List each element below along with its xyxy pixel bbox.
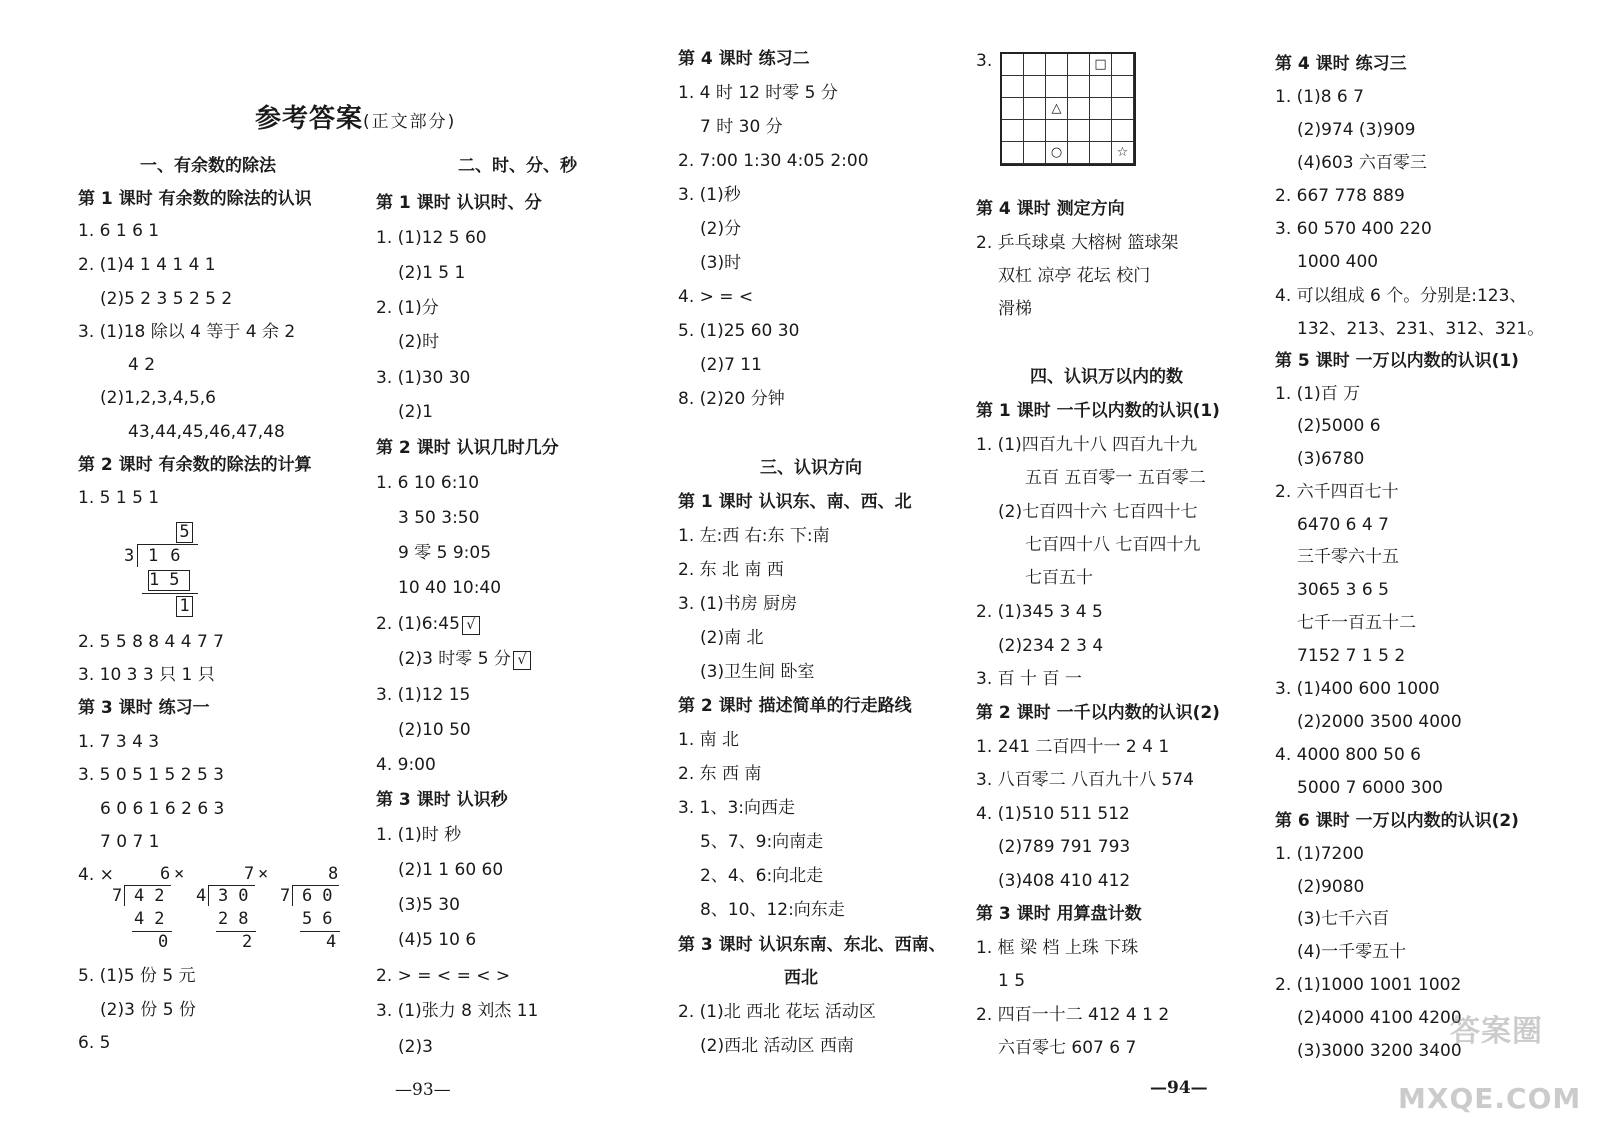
position-grid (1000, 52, 1136, 166)
dividend: 30 (218, 886, 259, 906)
lesson-heading: 第 6 课时 一万以内数的认识(2) (1275, 811, 1519, 831)
answer-line (398, 648, 531, 670)
answer-line: 七千一百五十二 (1297, 613, 1416, 633)
answer-line: 8、10、12:向东走 (700, 900, 845, 920)
answer-line: (2)1 (398, 402, 433, 422)
remainder: 0 (158, 932, 169, 952)
lesson-heading: 第 1 课时 有余数的除法的认识 (78, 189, 312, 209)
lesson-heading: 第 2 课时 认识几时几分 (376, 438, 559, 458)
watermark-bottom: MXQE.COM (1398, 1082, 1582, 1115)
answer-line: 5000 7 6000 300 (1297, 778, 1444, 798)
product: 56 (302, 909, 343, 929)
answer-line: 3. (1)书房 厨房 (678, 594, 798, 614)
square-icon: □ (1090, 54, 1112, 76)
answer-line: 3. 八百零二 八百九十八 574 (976, 770, 1194, 790)
lesson-heading: 西北 (784, 968, 818, 988)
checkmark-icon: √ (462, 616, 480, 635)
answer-line: 7 时 30 分 (700, 117, 783, 137)
answer-line: (3)时 (700, 253, 742, 273)
star-icon: ☆ (1112, 142, 1134, 164)
product-box (148, 570, 190, 591)
answer-line: 2. (1)4 1 4 1 4 1 (78, 255, 216, 275)
answer-line: 4. 可以组成 6 个。分别是:123、 (1275, 286, 1527, 306)
watermark-top: 答案圈 (1450, 1014, 1543, 1049)
lesson-heading: 第 3 课时 用算盘计数 (976, 904, 1142, 924)
answer-line: 1. 南 北 (678, 730, 740, 750)
dividend: 16 (148, 546, 193, 566)
lesson-heading: 第 3 课时 认识东南、东北、西南、 (678, 935, 946, 955)
answer-line: (2)5000 6 (1297, 416, 1381, 436)
answer-line: 滑梯 (998, 299, 1032, 319)
correction-mark: × (174, 864, 185, 884)
answer-line: 3. (1)秒 (678, 185, 741, 205)
answer-line: 1. 4 时 12 时零 5 分 (678, 83, 838, 103)
answer-line: 1. 7 3 4 3 (78, 732, 160, 752)
answer-line: 1. (1)时 秒 (376, 825, 462, 845)
divisor: 3 (124, 546, 135, 566)
answer-line: 3. (1)张力 8 刘杰 11 (376, 1001, 539, 1021)
answer-text: 2. (1)6:45 (376, 614, 460, 634)
answer-line: 1000 400 (1297, 252, 1379, 272)
answer-line: 六百零七 607 6 7 (998, 1038, 1137, 1058)
lesson-heading: 第 5 课时 一万以内数的认识(1) (1275, 351, 1519, 371)
answer-line: (2)789 791 793 (998, 837, 1131, 857)
title-text: 参考答案 (255, 104, 364, 134)
answer-line: 9 零 5 9:05 (398, 543, 492, 563)
answer-line: 1. (1)12 5 60 (376, 228, 487, 248)
answer-line: 5. (1)5 份 5 元 (78, 966, 196, 986)
answer-line: 6470 6 4 7 (1297, 515, 1389, 535)
long-division (280, 862, 350, 952)
product: 42 (134, 909, 175, 929)
answer-line: 4. (1)510 511 512 (976, 804, 1130, 824)
page-number-left: —93— (395, 1080, 451, 1100)
answer-line: (3)408 410 412 (998, 871, 1131, 891)
answer-line: (2)974 (3)909 (1297, 120, 1416, 140)
answer-line: (2)1 1 60 60 (398, 860, 504, 880)
answer-line: 2. 7:00 1:30 4:05 2:00 (678, 151, 869, 171)
lesson-heading: 第 3 课时 认识秒 (376, 790, 508, 810)
answer-line: 10 40 10:40 (398, 578, 502, 598)
answer-line: 2. (1)1000 1001 1002 (1275, 975, 1462, 995)
answer-line: 1. 框 梁 档 上珠 下珠 (976, 938, 1139, 958)
section-heading: 一、有余数的除法 (140, 156, 276, 176)
answer-line: (4)5 10 6 (398, 930, 477, 950)
answer-line: (2)3 (398, 1037, 433, 1057)
answer-line: (2)时 (398, 332, 440, 352)
lesson-heading: 第 2 课时 描述简单的行走路线 (678, 696, 912, 716)
answer-line: 43,44,45,46,47,48 (128, 422, 285, 442)
answer-line: 1. (1)四百九十八 四百九十九 (976, 435, 1198, 455)
answer-line: (2)1,2,3,4,5,6 (100, 388, 216, 408)
correction-mark: × (258, 864, 269, 884)
section-heading: 二、时、分、秒 (458, 156, 577, 176)
answer-line: (3)卫生间 卧室 (700, 662, 815, 682)
section-heading: 三、认识方向 (760, 458, 862, 478)
lesson-heading: 第 2 课时 有余数的除法的计算 (78, 455, 312, 475)
answer-line: 3. 1、3:向西走 (678, 798, 795, 818)
answer-line: 2. 东 北 南 西 (678, 560, 784, 580)
answer-line: 3. (1)18 除以 4 等于 4 余 2 (78, 322, 296, 342)
long-division (196, 862, 269, 952)
lesson-heading: 第 1 课时 一千以内数的认识(1) (976, 401, 1220, 421)
answer-line: 4. 4000 800 50 6 (1275, 745, 1421, 765)
answer-line: 3. 5 0 5 1 5 2 5 3 (78, 765, 224, 785)
page-number-right: —94— (1150, 1078, 1208, 1098)
answer-line: 2. 六千四百七十 (1275, 482, 1399, 502)
triangle-icon: △ (1046, 98, 1068, 120)
answer-line: 2. 5 5 8 8 4 4 7 7 (78, 632, 224, 652)
answer-line: 三千零六十五 (1297, 547, 1399, 567)
answer-line: 5、7、9:向南走 (700, 832, 824, 852)
answer-line: 7152 7 1 5 2 (1297, 646, 1406, 666)
answer-line: (2)2000 3500 4000 (1297, 712, 1462, 732)
answer-line: 3. 60 570 400 220 (1275, 219, 1432, 239)
answer-line: 5. (1)25 60 30 (678, 321, 800, 341)
answer-line: 1. 241 二百四十一 2 4 1 (976, 737, 1170, 757)
answer-text: (2)3 时零 5 分 (398, 649, 511, 669)
dividend: 60 (302, 886, 343, 906)
answer-line: 6. 5 (78, 1033, 111, 1053)
answer-line: (3)6780 (1297, 449, 1365, 469)
answer-line: (2)7 11 (700, 355, 762, 375)
answer-line: 2. 乒乓球桌 大榕树 篮球架 (976, 233, 1179, 253)
answer-line: (3)5 30 (398, 895, 460, 915)
answer-line: 七百四十八 七百四十九 (1025, 535, 1201, 555)
answer-line: (2)5 2 3 5 2 5 2 (100, 289, 233, 309)
answer-line: (2)1 5 1 (398, 263, 466, 283)
answer-line: 2. (1)北 西北 花坛 活动区 (678, 1002, 876, 1022)
answer-line: 1. (1)8 6 7 (1275, 87, 1364, 107)
answer-line: 2. > = < = < > (376, 966, 511, 986)
answer-line: (2)南 北 (700, 628, 764, 648)
answer-line: 3. 10 3 3 只 1 只 (78, 665, 215, 685)
lesson-heading: 第 3 课时 练习一 (78, 698, 210, 718)
remainder: 2 (242, 932, 253, 952)
section-heading: 四、认识万以内的数 (1030, 367, 1183, 387)
answer-line (376, 613, 480, 635)
answer-line: 1. 左:西 右:东 下:南 (678, 526, 830, 546)
answer-line: 1 5 (998, 971, 1026, 991)
long-division (124, 520, 204, 620)
answer-line: 七百五十 (1025, 568, 1093, 588)
answer-line: 8. (2)20 分钟 (678, 389, 785, 409)
answer-line: (2)七百四十六 七百四十七 (998, 502, 1198, 522)
divisor: 4 (196, 886, 207, 906)
answer-line: (2)4000 4100 4200 (1297, 1008, 1462, 1028)
answer-line: 2、4、6:向北走 (700, 866, 824, 886)
answer-line: 2. (1)分 (376, 298, 439, 318)
page-title (255, 98, 456, 135)
answer-line: 4. > = < (678, 287, 754, 307)
answer-line: (2)10 50 (398, 720, 471, 740)
answer-line: 4 2 (128, 355, 156, 375)
lesson-heading: 第 1 课时 认识时、分 (376, 193, 542, 213)
quotient: 8 (328, 864, 339, 884)
quotient: 7 (244, 864, 255, 884)
answer-line: 1. (1)7200 (1275, 844, 1364, 864)
answer-line: 3. (1)30 30 (376, 368, 471, 388)
answer-line: (2)9080 (1297, 877, 1365, 897)
answer-line: 1. 6 1 6 1 (78, 221, 160, 241)
answer-line: (4)一千零五十 (1297, 942, 1407, 962)
lesson-heading: 第 1 课时 认识东、南、西、北 (678, 492, 912, 512)
divisor: 7 (280, 886, 291, 906)
quotient: 6 (160, 864, 171, 884)
answer-line: 3. 百 十 百 一 (976, 669, 1082, 689)
checkmark-icon: √ (513, 651, 531, 670)
answer-line: 1. 6 10 6:10 (376, 473, 480, 493)
remainder: 4 (326, 932, 337, 952)
answer-line: (2)分 (700, 219, 742, 239)
answer-line: 3. (1)12 15 (376, 685, 471, 705)
answer-line: (2)西北 活动区 西南 (700, 1036, 854, 1056)
answer-line: 3065 3 6 5 (1297, 580, 1389, 600)
answer-line: 3. (976, 51, 993, 71)
answer-line: 7 0 7 1 (100, 832, 160, 852)
answer-line: 五百 五百零一 五百零二 (1025, 468, 1206, 488)
answer-line: 2. 四百一十二 412 4 1 2 (976, 1005, 1170, 1025)
answer-line: (2)234 2 3 4 (998, 636, 1104, 656)
answer-line: 4. 9:00 (376, 755, 436, 775)
answer-line: 双杠 凉亭 花坛 校门 (998, 266, 1151, 286)
answer-line: (2)3 份 5 份 (100, 1000, 196, 1020)
answer-line: 1. (1)百 万 (1275, 384, 1361, 404)
title-subtitle: (正文部分) (363, 112, 457, 132)
answer-line: (3)七千六百 (1297, 909, 1390, 929)
remainder-box: 1 (176, 596, 193, 617)
answer-line: 4. × (78, 865, 114, 885)
answer-line: 2. 667 778 889 (1275, 186, 1405, 206)
lesson-heading: 第 4 课时 练习三 (1275, 54, 1407, 74)
answer-line: (4)603 六百零三 (1297, 153, 1427, 173)
answer-line: 3. (1)400 600 1000 (1275, 679, 1440, 699)
product: 15 (149, 570, 190, 590)
lesson-heading: 第 2 课时 一千以内数的认识(2) (976, 703, 1220, 723)
quotient-box: 5 (176, 522, 193, 543)
answer-line: 132、213、231、312、321。 (1297, 319, 1545, 339)
answer-line: 6 0 6 1 6 2 6 3 (100, 799, 225, 819)
product: 28 (218, 909, 259, 929)
answer-line: (3)3000 3200 3400 (1297, 1041, 1462, 1061)
answer-line: 1. 5 1 5 1 (78, 488, 160, 508)
answer-line: 3 50 3:50 (398, 508, 480, 528)
answer-line: 2. 东 西 南 (678, 764, 762, 784)
dividend: 42 (134, 886, 175, 906)
divisor: 7 (112, 886, 123, 906)
answer-line: 2. (1)345 3 4 5 (976, 602, 1103, 622)
circle-icon: ○ (1046, 142, 1068, 164)
lesson-heading: 第 4 课时 练习二 (678, 49, 810, 69)
lesson-heading: 第 4 课时 测定方向 (976, 199, 1125, 219)
long-division (112, 862, 185, 952)
subtract-line (142, 593, 198, 594)
